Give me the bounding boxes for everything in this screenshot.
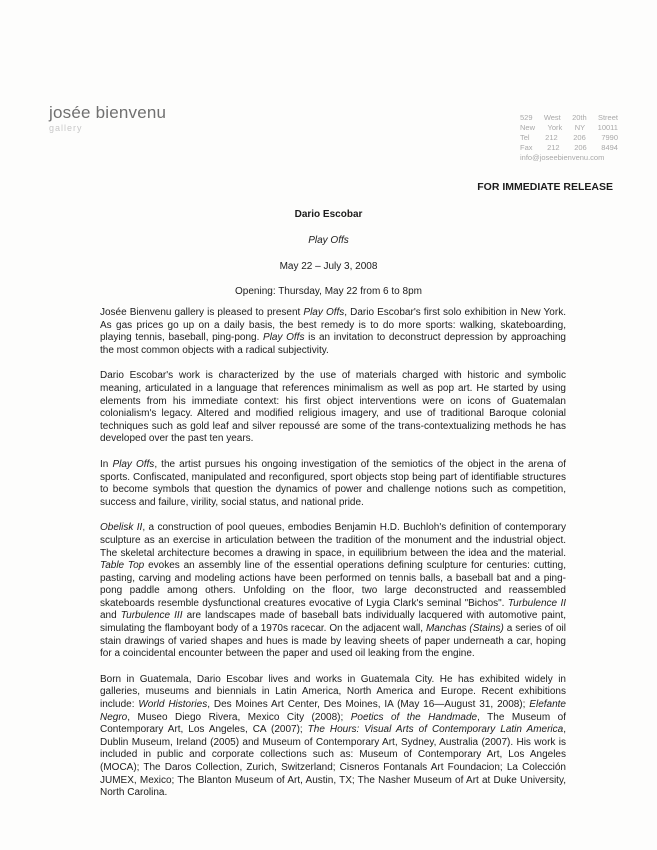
- address-word: 206: [574, 143, 587, 152]
- address-word: 20th: [572, 113, 587, 122]
- address-word: York: [547, 123, 563, 132]
- body-paragraph: [100, 370, 566, 446]
- address-word: West: [543, 113, 561, 122]
- body-paragraph: [100, 459, 566, 509]
- gallery-name: josée bienvenu: [49, 103, 167, 122]
- body-paragraph: [100, 522, 566, 661]
- body-text-run: Born in Guatemala, Dario Escobar lives and works in Guatemala City. He has exhibited widely in galleries, museums and biennials in Latin America, North America and Europe. Recent exhibitions include:: [100, 673, 566, 711]
- address-word: Street: [597, 113, 618, 122]
- body-text-run: are landscapes made of baseball bats individually lacquered with automotive paint, simulating the flamboyant body of a 1970s racecar. On the adjacent wall,: [100, 610, 566, 635]
- body-text-run: and: [100, 610, 121, 622]
- work-title: Play Offs: [303, 307, 345, 318]
- address-word: New: [520, 123, 536, 132]
- address-word: 206: [573, 133, 586, 142]
- work-title: Table Top: [100, 560, 145, 572]
- work-title: Play Offs: [263, 332, 305, 344]
- address-word: 7990: [601, 133, 618, 142]
- work-title: The Hours: Visual Arts of Contemporary Latin America: [307, 724, 564, 736]
- exhibition-dates: May 22 – July 3, 2008: [279, 261, 378, 272]
- opening-reception: Opening: Thursday, May 22 from 6 to 8pm: [235, 286, 422, 297]
- fax-line: [520, 143, 618, 153]
- work-title: Elefante Negro: [100, 699, 566, 723]
- body-paragraph: [100, 674, 566, 800]
- address-word: NY: [574, 123, 586, 132]
- address-line: [520, 113, 618, 123]
- body-text-run: a series of oil stain drawings of varied shapes and hues is made by leaving sheets of paper underneath a car, hoping for a coincidental encounter between the paper and used oil leaking from the engine.: [100, 623, 566, 660]
- press-release-body: [100, 307, 566, 813]
- body-text-run: is an invitation to deconstruct depression by approaching the most common objects with a radical subjectivity.: [100, 332, 566, 356]
- artist-name: Dario Escobar: [294, 209, 363, 220]
- body-text-run: , a construction of pool queues, embodies Benjamin H.D. Buchloh's definition of contemporary sculpture as an exercise in articulation between the tradition of the monument and the industrial object. The skeletal architecture becomes a drawing in space, in equilibrium between the idea and the material.: [100, 522, 567, 559]
- address-word: 212: [545, 133, 558, 142]
- body-text-run: , Dario Escobar's first solo exhibition in New York. As gas prices go up on a daily basis, the best remedy is to do more sports: walking, skateboarding, playing tennis, baseball, ping-pong.: [100, 307, 566, 344]
- address-word: Tel: [520, 133, 530, 142]
- release-label: FOR IMMEDIATE RELEASE: [477, 181, 613, 193]
- address-word: Fax: [520, 143, 533, 152]
- exhibition-title: Play Offs: [308, 235, 349, 246]
- address-word: 212: [547, 143, 560, 152]
- body-text-run: In: [100, 458, 113, 470]
- body-text-run: , the artist pursues his ongoing investigation of the semiotics of the object in the arena of sports. Confiscated, manipulated and reconfigured, sport objects stop being part of identifiable structures to become symbols that question the dynamics of power and challenge notions such as competition, success and failure, virility, social status, and national pride.: [100, 458, 566, 508]
- body-paragraph: [100, 307, 566, 357]
- address-word: 8494: [601, 143, 618, 152]
- body-text-run: , Des Moines Art Center, Des Moines, IA (May 16—August 31, 2008);: [207, 699, 530, 711]
- work-title: Turbulence II: [507, 597, 566, 609]
- gallery-logo: [49, 103, 166, 133]
- gallery-address: [520, 113, 618, 163]
- address-word: 529: [520, 113, 533, 122]
- body-text-run: , Dublin Museum, Ireland (2005) and Museum of Contemporary Art, Sydney, Australia (2007). His work is included in public and corporate collections such as: Museum of Contemporary Art, Los Angeles (MOCA); The Daros Collection, Zurich, Switzerland; Cisneros Fontanals Art Foundacion; La Colección JUMEX, Mexico; The Blanton Museum of Art, Austin, TX; The Nasher Museum of Art at Duke University, North Carolina.: [100, 724, 566, 799]
- telephone-line: [520, 133, 618, 143]
- body-text-run: , Museo Diego Rivera, Mexico City (2008);: [127, 711, 351, 723]
- work-title: Poetics of the Handmade: [350, 711, 478, 723]
- work-title: World Histories: [138, 699, 208, 711]
- body-text-run: evokes an assembly line of the essential operations defining sculpture for centuries: cutting, pasting, carving and modeling actions have been performed on tennis balls, a baseball bat and a ping-pong paddle among others. Unfolding on the floor, two large deconstructed and reassembled skateboards resemble dysfunctional creatures evocative of Lygia Clark's seminal "Bichos".: [100, 560, 566, 609]
- address-word: 10011: [597, 123, 618, 132]
- work-title: Obelisk II: [100, 522, 143, 534]
- work-title: Turbulence III: [120, 610, 183, 622]
- body-text-run: Dario Escobar's work is characterized by the use of materials charged with historic and symbolic meaning, articulated in a language that references minimalism as well as pop art. He started by using elements from his immediate context: his first object interventions were on icons of Guatemalan colonialism's legacy. Altered and modified religious imagery, and use of traditional Baroque colonial techniques such as gold leaf and silver repoussé are some of the trans-contextualizing methods he has developed over the past ten years.: [100, 370, 566, 445]
- work-title: Play Offs: [112, 458, 155, 470]
- work-title: Manchas (Stains): [425, 623, 504, 635]
- email-address: info@joseebienvenu.com: [520, 153, 605, 162]
- body-text-run: Josée Bienvenu gallery is pleased to present: [100, 307, 304, 318]
- address-city-line: [520, 123, 618, 133]
- gallery-subtitle: gallery: [49, 123, 83, 133]
- body-text-run: , The Museum of Contemporary Art, Los Angeles, CA (2007);: [100, 711, 567, 736]
